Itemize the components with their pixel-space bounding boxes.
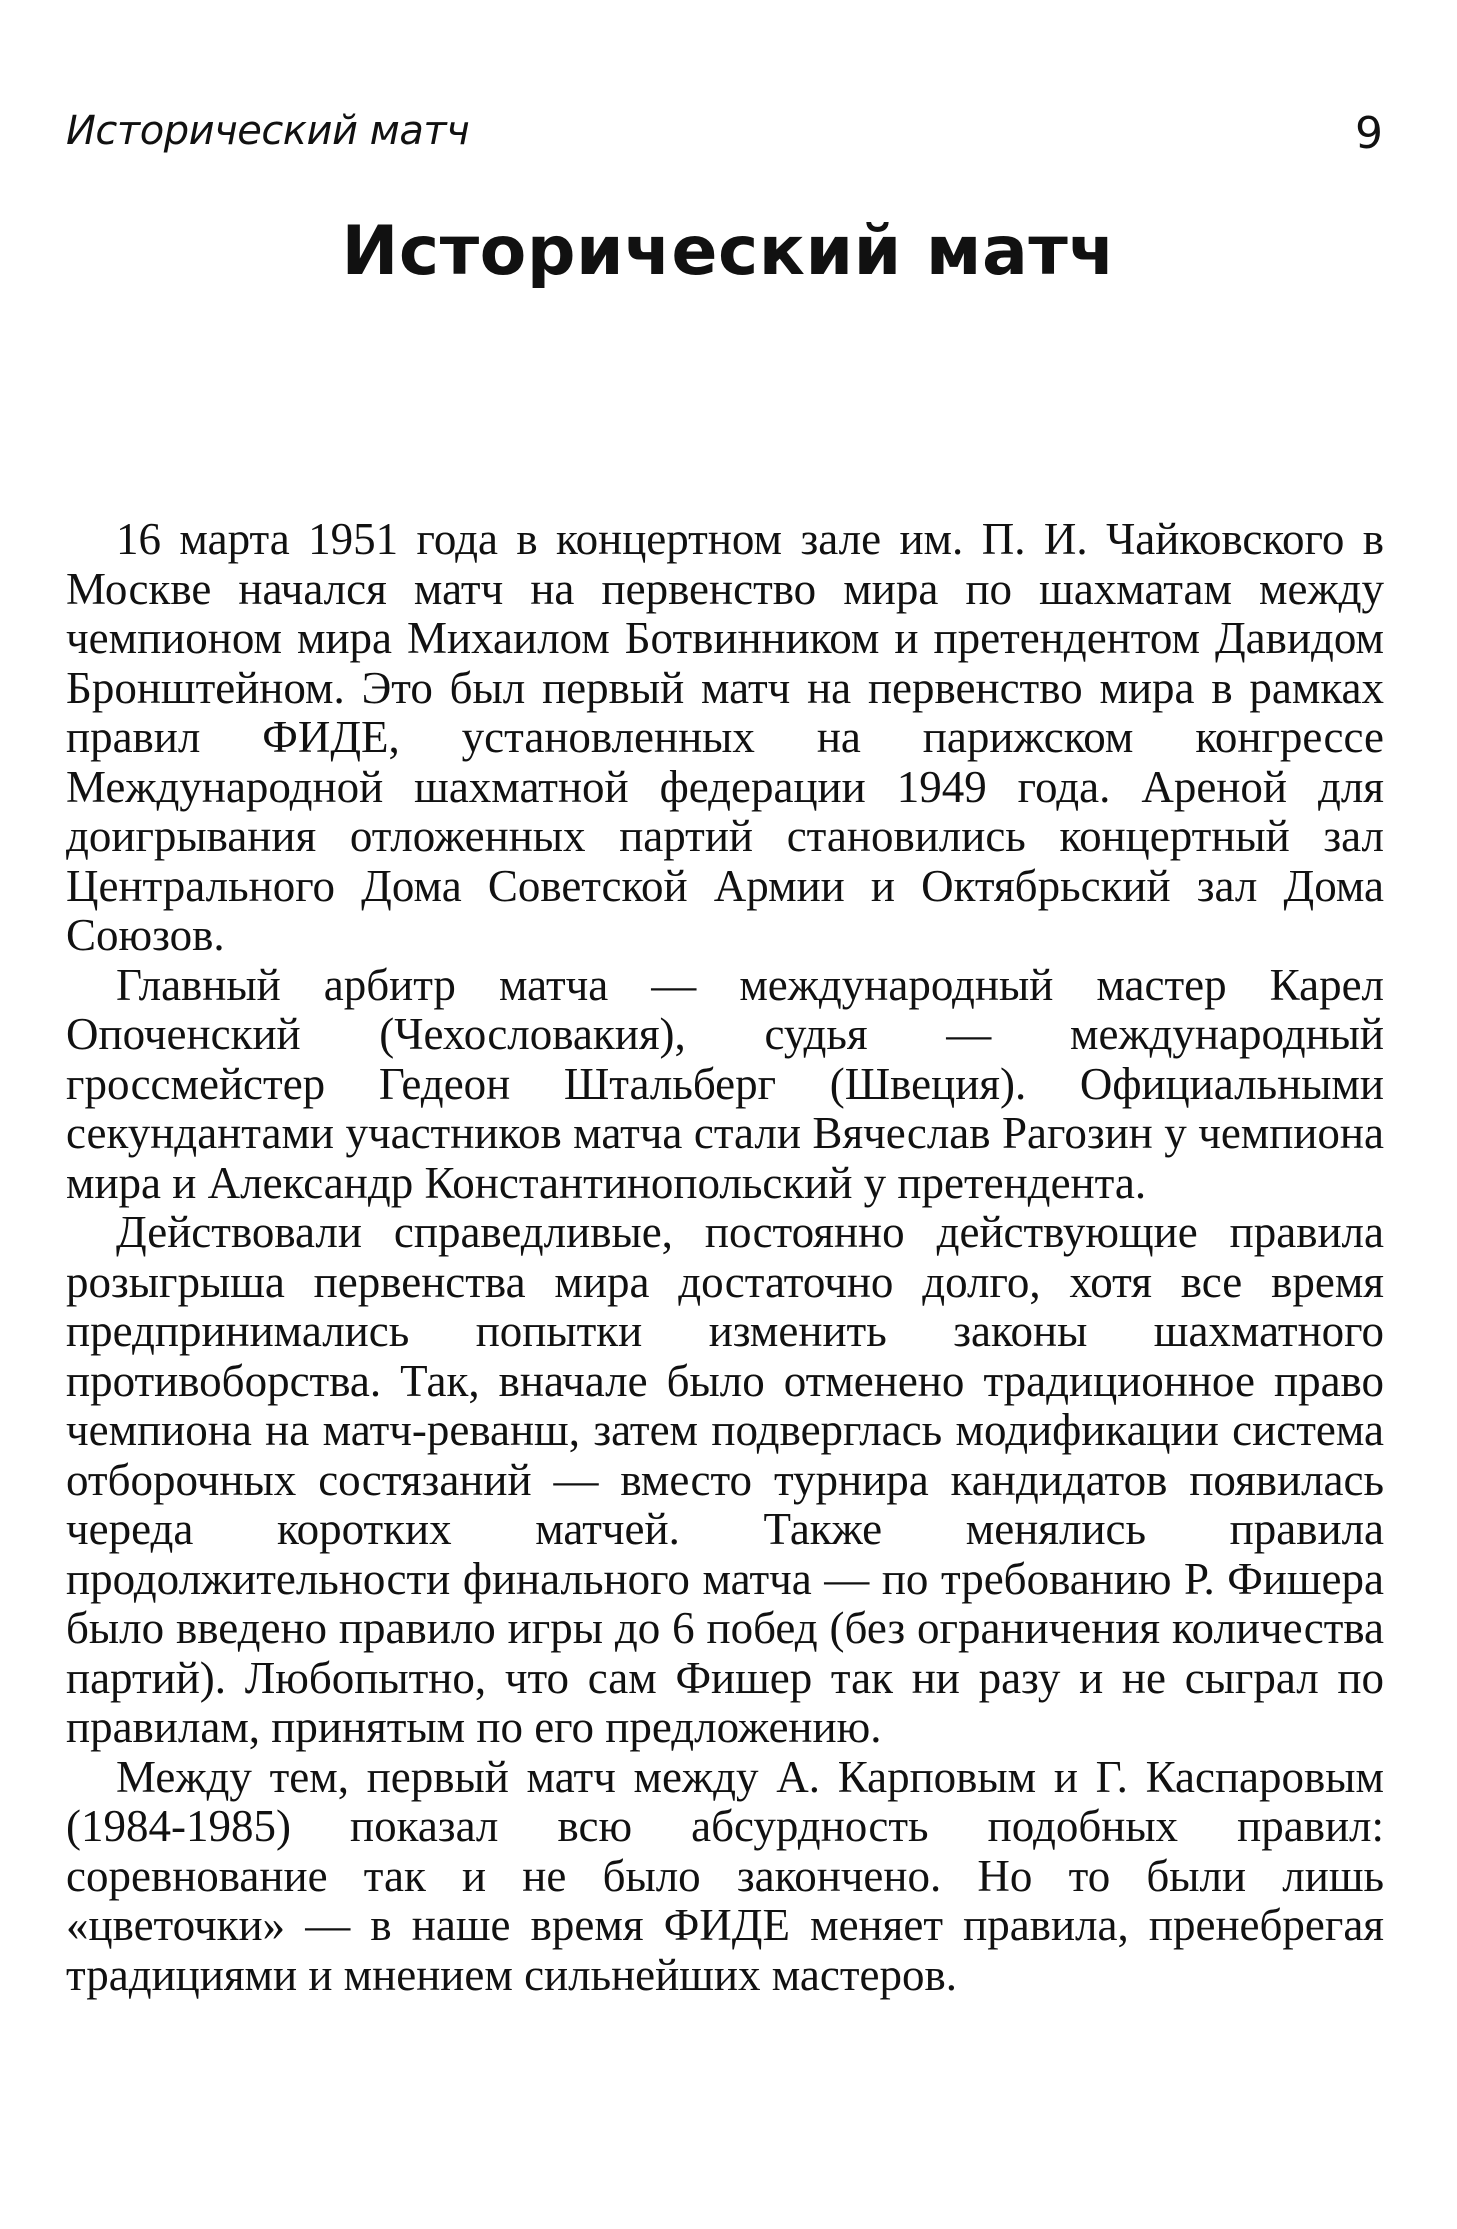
paragraph: 16 марта 1951 года в концертном зале им. П. И. Чайковского в Москве начался матч на первенство мира по шахматам между чемпионом мира Михаилом Ботвинником и претендентом Давидом Бронштейном. Это был первый матч на первенство мира в рамках правил ФИДЕ, установленных на парижском конгрессе Международной шахматной федерации 1949 года. Ареной для доигрывания отложенных партий становились концертный зал Центрального Дома Советской Армии и Октябрьский зал Дома Союзов. <box>66 514 1384 960</box>
body-text <box>66 515 1384 2000</box>
running-head: Исторический матч <box>66 108 470 154</box>
paragraph: Действовали справедливые, постоянно действующие правила розыгрыша первенства мира достаточно долго, хотя все время предпринимались попытки изменить законы шахматного противоборства. Так, вначале было отменено традиционное право чемпиона на матч-реванш, затем подверглась модификации система отборочных состязаний — вместо турнира кандидатов появилась череда коротких матчей. Также менялись правила продолжительности финального матча — по требованию Р. Фишера было введено правило игры до 6 побед (без ограничения количества партий). Любопытно, что сам Фишер так ни разу и не сыграл по правилам, принятым по его предложению. <box>66 1207 1384 1752</box>
paragraph: Между тем, первый матч между А. Карповым и Г. Каспаровым (1984-1985) показал всю абсурдность подобных правил: соревнование так и не было закончено. Но то были лишь «цветочки» — в наше время ФИДЕ меняет правила, пренебрегая традициями и мнением сильнейших мастеров. <box>66 1751 1384 2000</box>
chapter-title: Исторический матч <box>341 212 1116 291</box>
paragraph: Главный арбитр матча — международный мастер Карел Опоченский (Чехословакия), судья — международный гроссмейстер Гедеон Штальберг (Швеция). Официальными секундантами участников матча стали Вячеслав Рагозин у чемпиона мира и Александр Константинопольский у претендента. <box>66 959 1384 1208</box>
page-number: 9 <box>1355 108 1383 159</box>
